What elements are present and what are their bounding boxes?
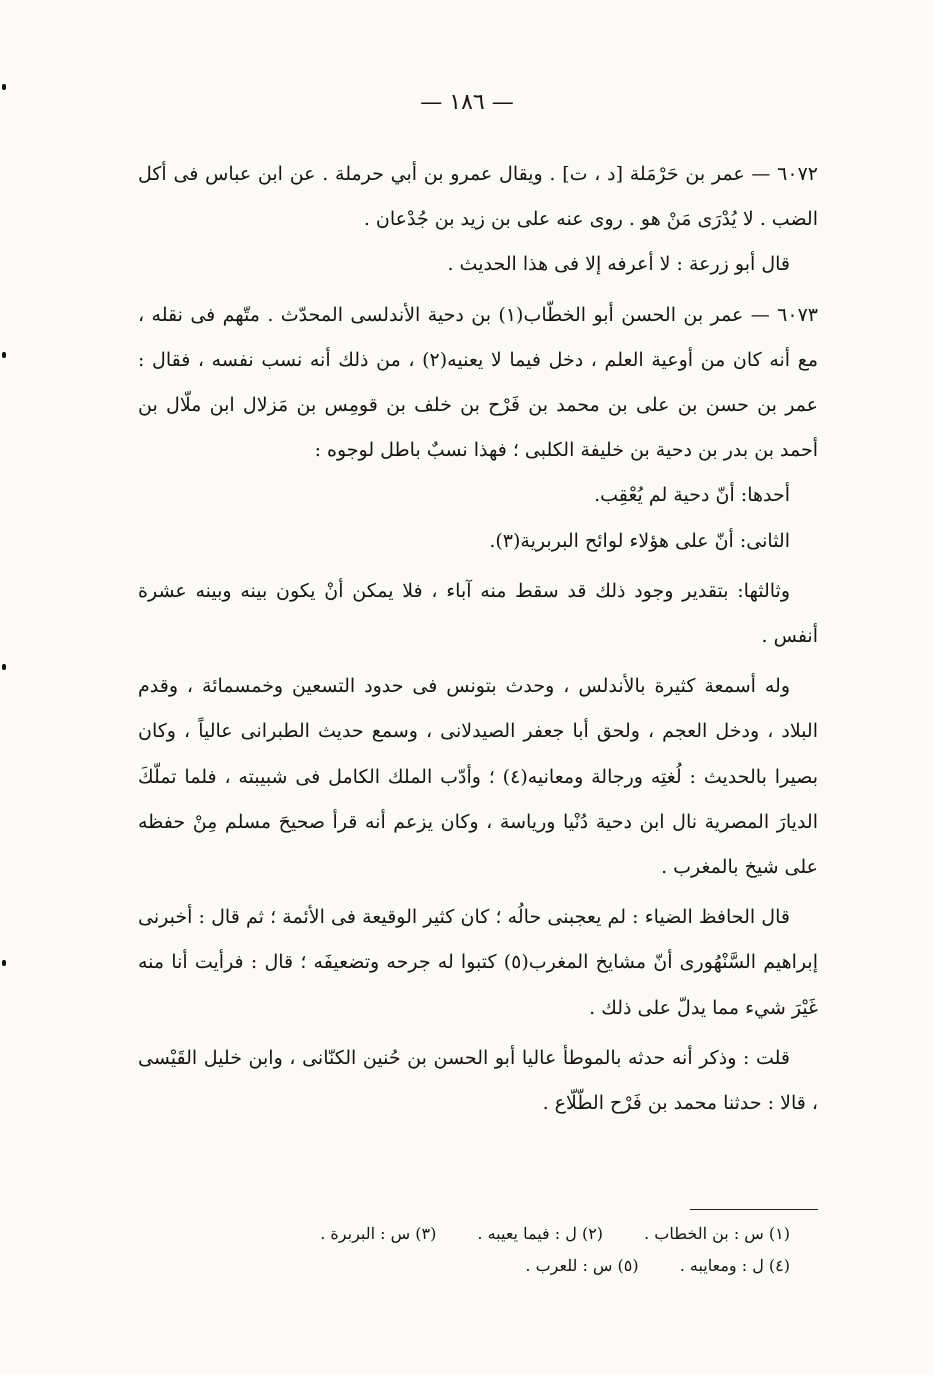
biography-paragraph: وله أسمعة كثيرة بالأندلس ، وحدث بتونس فى حدود التسعين وخمسمائة ، وقدم البلاد ، ودخل العجم ، ولحق أبا جعفر الصيدلانى ، وسمع حديث الطبرانى عالياً ، وكان بصيرا بالحديث : لُغتِه ورجالة ومعانيه(٤) ؛ وأدّب الملك الكامل فى شبيبته ، فلما تملّكَ الديارَ المصرية نال ابن دحية دُنْيا ورياسة ، وكان يزعم أنه قرأ صحيحَ مسلم مِنْ حفظه على شيخ بالمغرب .	[138, 675, 818, 879]
footnotes	[150, 1218, 790, 1282]
entry-6072: ٦٠٧٢ — عمر بن حَرْمَلة [د ، ت] . ويقال عمرو بن أبي حرملة . عن ابن عباس فى أكل الضب . لا يُدْرَى مَنْ هو . روى عنه على بن زيد بن جُدْعان .	[138, 163, 818, 231]
footnote-row	[150, 1218, 790, 1250]
footnote-2: (٢) ل : فيما يعيبه .	[477, 1224, 604, 1243]
scan-margin-mark	[2, 352, 6, 358]
footnote-4: (٤) ل : ومعايبه .	[679, 1256, 790, 1275]
author-note-paragraph: قلت : وذكر أنه حدثه بالموطأ عاليا أبو الحسن بن حُنين الكنّانى ، وابن خليل القَيْسى ، قالا : حدثنا محمد بن فَرْح الطّلّاع .	[138, 1046, 818, 1115]
abu-zura-quote: قال أبو زرعة : لا أعرفه إلا فى هذا الحديث .	[447, 253, 790, 276]
footnote-row	[150, 1250, 790, 1282]
entry-6073: ٦٠٧٣ — عمر بن الحسن أبو الخطّاب(١) بن دحية الأندلسى المحدّث . متّهم فى نقله ، مع أنه كان من أوعية العلم ، دخل فيما لا يعنيه(٢) ، من ذلك أنه نسب نفسه ، فقال : عمر بن حسن بن على بن محمد بن فَرْح بن خلف بن قومِس بن مَزلال ابن ملّال بن أحمد بن بدر بن دحية بن خليفة الكلبى ؛ فهذا نسبٌ باطل لوجوه :	[138, 303, 818, 462]
scan-margin-mark	[2, 960, 6, 966]
footnote-1: (١) س : بن الخطاب .	[644, 1224, 790, 1243]
main-text	[138, 152, 818, 1126]
footnote-3: (٣) س : البربرة .	[320, 1224, 437, 1243]
scan-margin-mark	[2, 84, 6, 90]
page-number: — ١٨٦ —	[420, 90, 514, 115]
reason-second: الثانى: أنّ على هؤلاء لوائح البربرية(٣).	[489, 529, 790, 552]
reason-third: وثالثها: بتقدير وجود ذلك قد سقط منه آباء ، فلا يمكن أنْ يكون بينه وبينه عشرة أنفس .	[138, 579, 818, 648]
footnote-5: (٥) س : للعرب .	[525, 1256, 639, 1275]
scan-margin-mark	[2, 664, 6, 670]
hafiz-diya-paragraph: قال الحافظ الضياء : لم يعجبنى حالُه ؛ كان كثير الوقيعة فى الأئمة ؛ ثم قال : أخبرنى إبراهيم السَّنْهُورى أنّ مشايخ المغرب(٥) كتبوا له جرحه وتضعيفَه ؛ قال : فرأيت أنا منه غَيْرَ شيء مما يدلّ على ذلك .	[138, 906, 818, 1019]
footnote-divider	[690, 1209, 818, 1210]
reason-first: أحدها: أنّ دحية لم يُعْقِب.	[594, 484, 790, 507]
